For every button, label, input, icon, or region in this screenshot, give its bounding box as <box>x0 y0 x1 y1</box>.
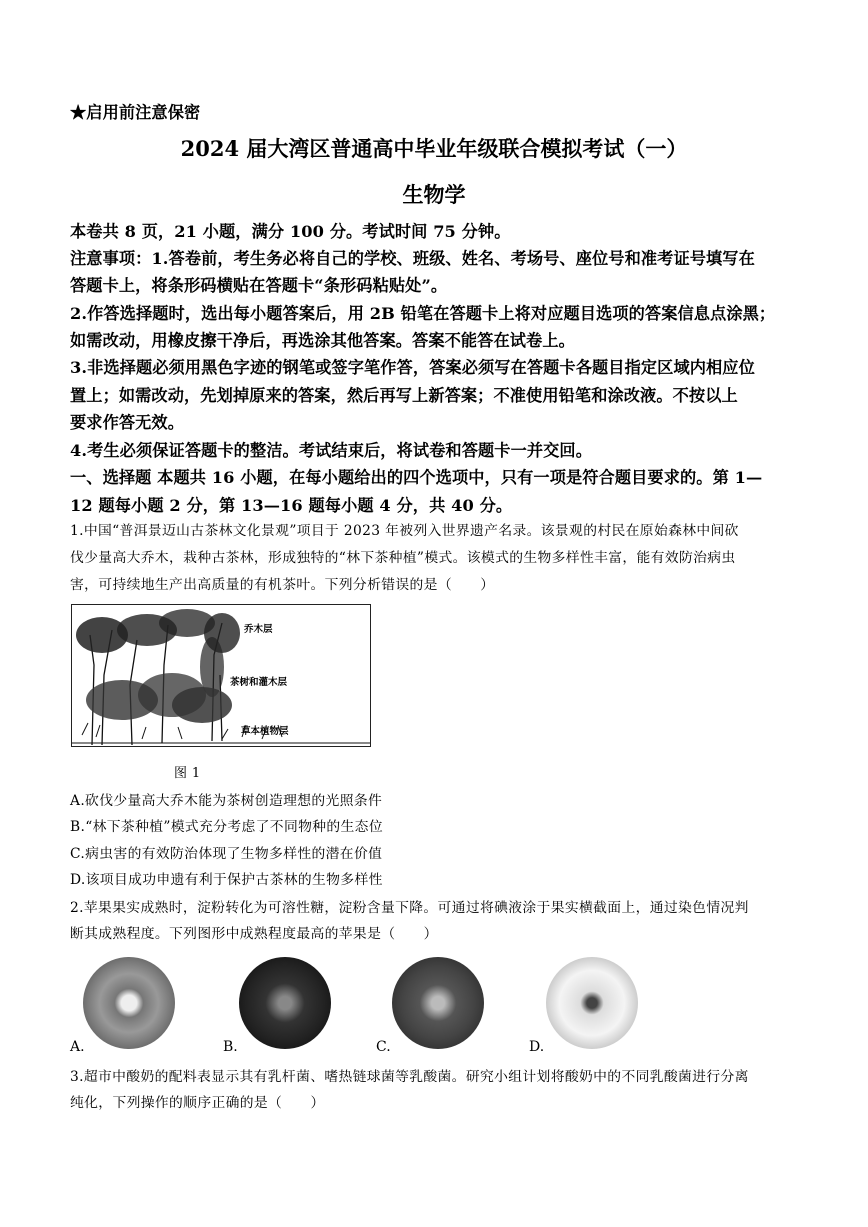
label-tree-layer: 乔木层 <box>244 624 273 635</box>
figure-caption: 图 1 <box>174 766 201 781</box>
subject-title: 生物学 <box>402 182 466 207</box>
q3-stem-line2: 纯化，下列操作的顺序正确的是（ ） <box>70 1095 325 1111</box>
exam-summary: 本卷共 8 页，21 小题，满分 100 分。考试时间 75 分钟。 <box>70 222 511 241</box>
note1-line1: 注意事项：1.答卷前，考生务必将自己的学校、班级、姓名、考场号、座位号和准考证号填写在 <box>70 249 755 268</box>
q2-stem-line2: 断其成熟程度。下列图形中成熟程度最高的苹果是（ ） <box>70 926 438 942</box>
label-shrub-layer: 茶树和灌木层 <box>230 677 288 688</box>
note4: 4.考生必须保证答题卡的整洁。考试结束后，将试卷和答题卡一并交回。 <box>70 441 593 460</box>
q1-option-a: A.砍伐少量高大乔木能为茶树创造理想的光照条件 <box>70 793 383 809</box>
secret-mark: ★启用前注意保密 <box>70 103 201 122</box>
note2-line2: 如需改动，用橡皮擦干净后，再选涂其他答案。答案不能答在试卷上。 <box>70 331 575 350</box>
section1-line1: 一、选择题 本题共 16 小题，在每小题给出的四个选项中，只有一项是符合题目要求的。第 1— <box>70 468 763 487</box>
note3-line3: 要求作答无效。 <box>70 413 185 432</box>
forest-layer-figure <box>71 604 371 747</box>
apple-b-image <box>239 957 331 1049</box>
apple-a-image <box>83 957 175 1049</box>
q1-option-c: C.病虫害的有效防治体现了生物多样性的潜在价值 <box>70 846 383 862</box>
note3-line1: 3.非选择题必须用黑色字迹的钢笔或签字笔作答，答案必须写在答题卡各题目指定区域内相应位 <box>70 358 755 377</box>
q2-letter-c: C. <box>376 1039 391 1055</box>
forest-illustration <box>72 605 370 746</box>
q1-option-b: B.“林下茶种植”模式充分考虑了不同物种的生态位 <box>70 819 383 835</box>
exam-title: 2024 届大湾区普通高中毕业年级联合模拟考试（一） <box>180 136 688 161</box>
note2-line1: 2.作答选择题时，选出每小题答案后，用 2B 铅笔在答题卡上将对应题目选项的答案信息点涂黑； <box>70 304 776 323</box>
q2-stem-line1: 2.苹果果实成熟时，淀粉转化为可溶性糖，淀粉含量下降。可通过将碘液涂于果实横截面上，通过染色情况判 <box>70 900 749 916</box>
q2-letter-a: A. <box>70 1039 85 1055</box>
q1-stem-line1: 1.中国“普洱景迈山古茶林文化景观”项目于 2023 年被列入世界遗产名录。该景观的村民在原始森林中间砍 <box>70 523 739 539</box>
q1-option-d: D.该项目成功申遗有利于保护古茶林的生物多样性 <box>70 872 383 888</box>
apple-d-image <box>546 957 638 1049</box>
q1-stem-line2: 伐少量高大乔木，栽种古茶林，形成独特的“林下茶种植”模式。该模式的生物多样性丰富，能有效防治病虫 <box>70 550 736 566</box>
note1-line2: 答题卡上，将条形码横贴在答题卡“条形码粘贴处”。 <box>70 276 448 295</box>
note3-line2: 置上；如需改动，先划掉原来的答案，然后再写上新答案；不准使用铅笔和涂改液。不按以上 <box>70 386 738 405</box>
q2-letter-b: B. <box>223 1039 238 1055</box>
apple-c-image <box>392 957 484 1049</box>
q1-stem-line3: 害，可持续地生产出高质量的有机茶叶。下列分析错误的是（ ） <box>70 577 495 593</box>
q3-stem-line1: 3.超市中酸奶的配料表显示其有乳杆菌、嗜热链球菌等乳酸菌。研究小组计划将酸奶中的不同乳酸菌进行分离 <box>70 1069 749 1085</box>
section1-line2: 12 题每小题 2 分，第 13—16 题每小题 4 分，共 40 分。 <box>70 496 513 515</box>
q2-letter-d: D. <box>529 1039 545 1055</box>
label-herb-layer: 草本植物层 <box>241 726 289 737</box>
